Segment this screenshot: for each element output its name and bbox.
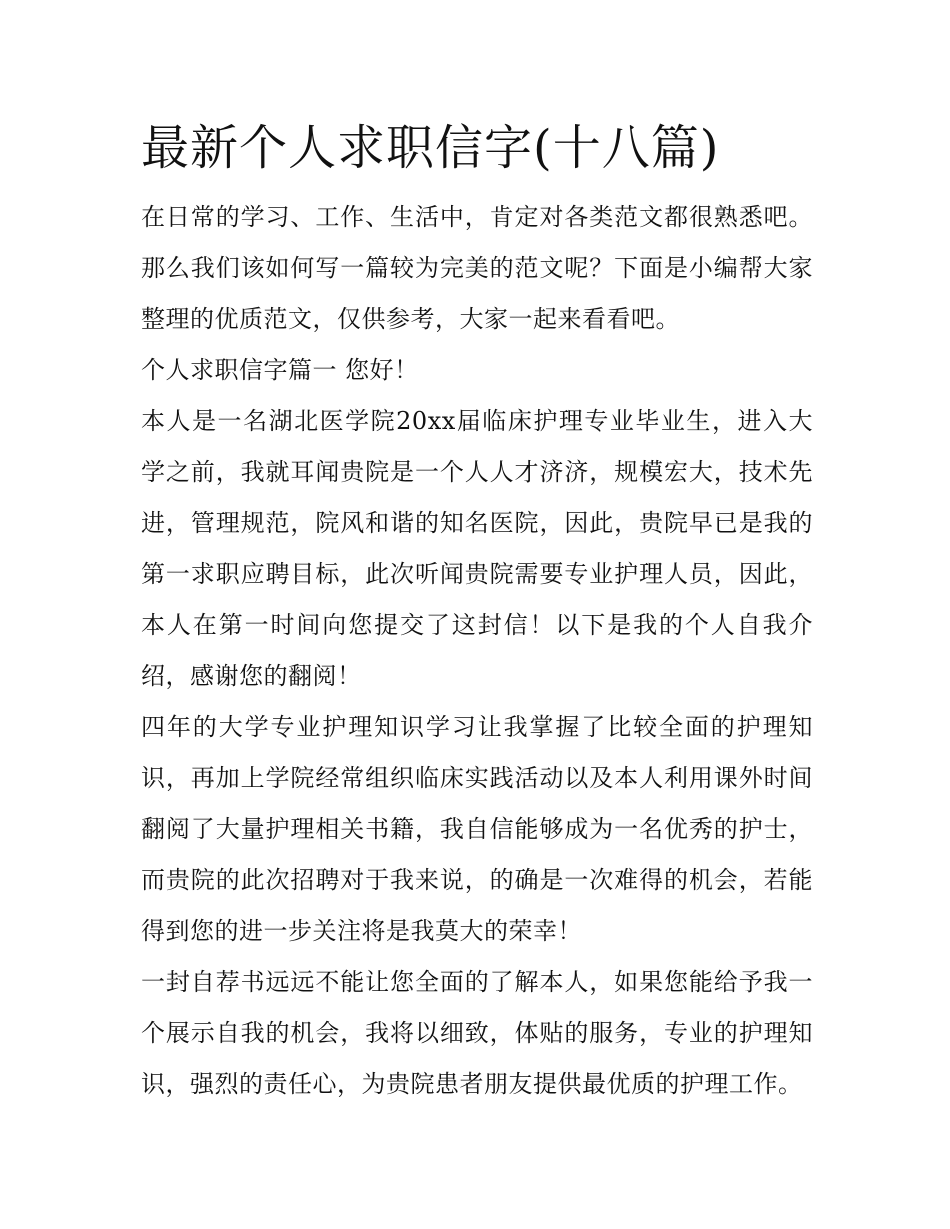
body-paragraph: 四年的大学专业护理知识学习让我掌握了比较全面的护理知识，再加上学院经常组织临床实践活动以及本人利用课外时间翻阅了大量护理相关书籍，我自信能够成为一名优秀的护士，而贵院的此次招聘对于我来说，的确是一次难得的机会，若能得到您的进一步关注将是我莫大的荣幸！ (141, 713, 813, 945)
body-paragraph: 一封自荐书远远不能让您全面的了解本人，如果您能给予我一个展示自我的机会，我将以细致，体贴的服务，专业的护理知识，强烈的责任心，为贵院患者朋友提供最优质的护理工作。 (141, 968, 813, 1098)
intro-paragraph: 在日常的学习、工作、生活中，肯定对各类范文都很熟悉吧。那么我们该如何写一篇较为完美的范文呢？下面是小编帮大家整理的优质范文，仅供参考，大家一起来看看吧。 (141, 203, 813, 333)
section-heading-greeting: 个人求职信字篇一 您好！ (141, 356, 419, 384)
document-title: 最新个人求职信字(十八篇) (141, 120, 720, 176)
document-page (141, 112, 813, 1110)
body-paragraph: 本人是一名湖北医学院20xx届临床护理专业毕业生，进入大学之前，我就耳闻贵院是一个人人才济济，规模宏大，技术先进，管理规范，院风和谐的知名医院，因此，贵院早已是我的第一求职应聘目标，此次听闻贵院需要专业护理人员，因此，本人在第一时间向您提交了这封信！以下是我的个人自我介绍，感谢您的翻阅！ (141, 407, 813, 690)
